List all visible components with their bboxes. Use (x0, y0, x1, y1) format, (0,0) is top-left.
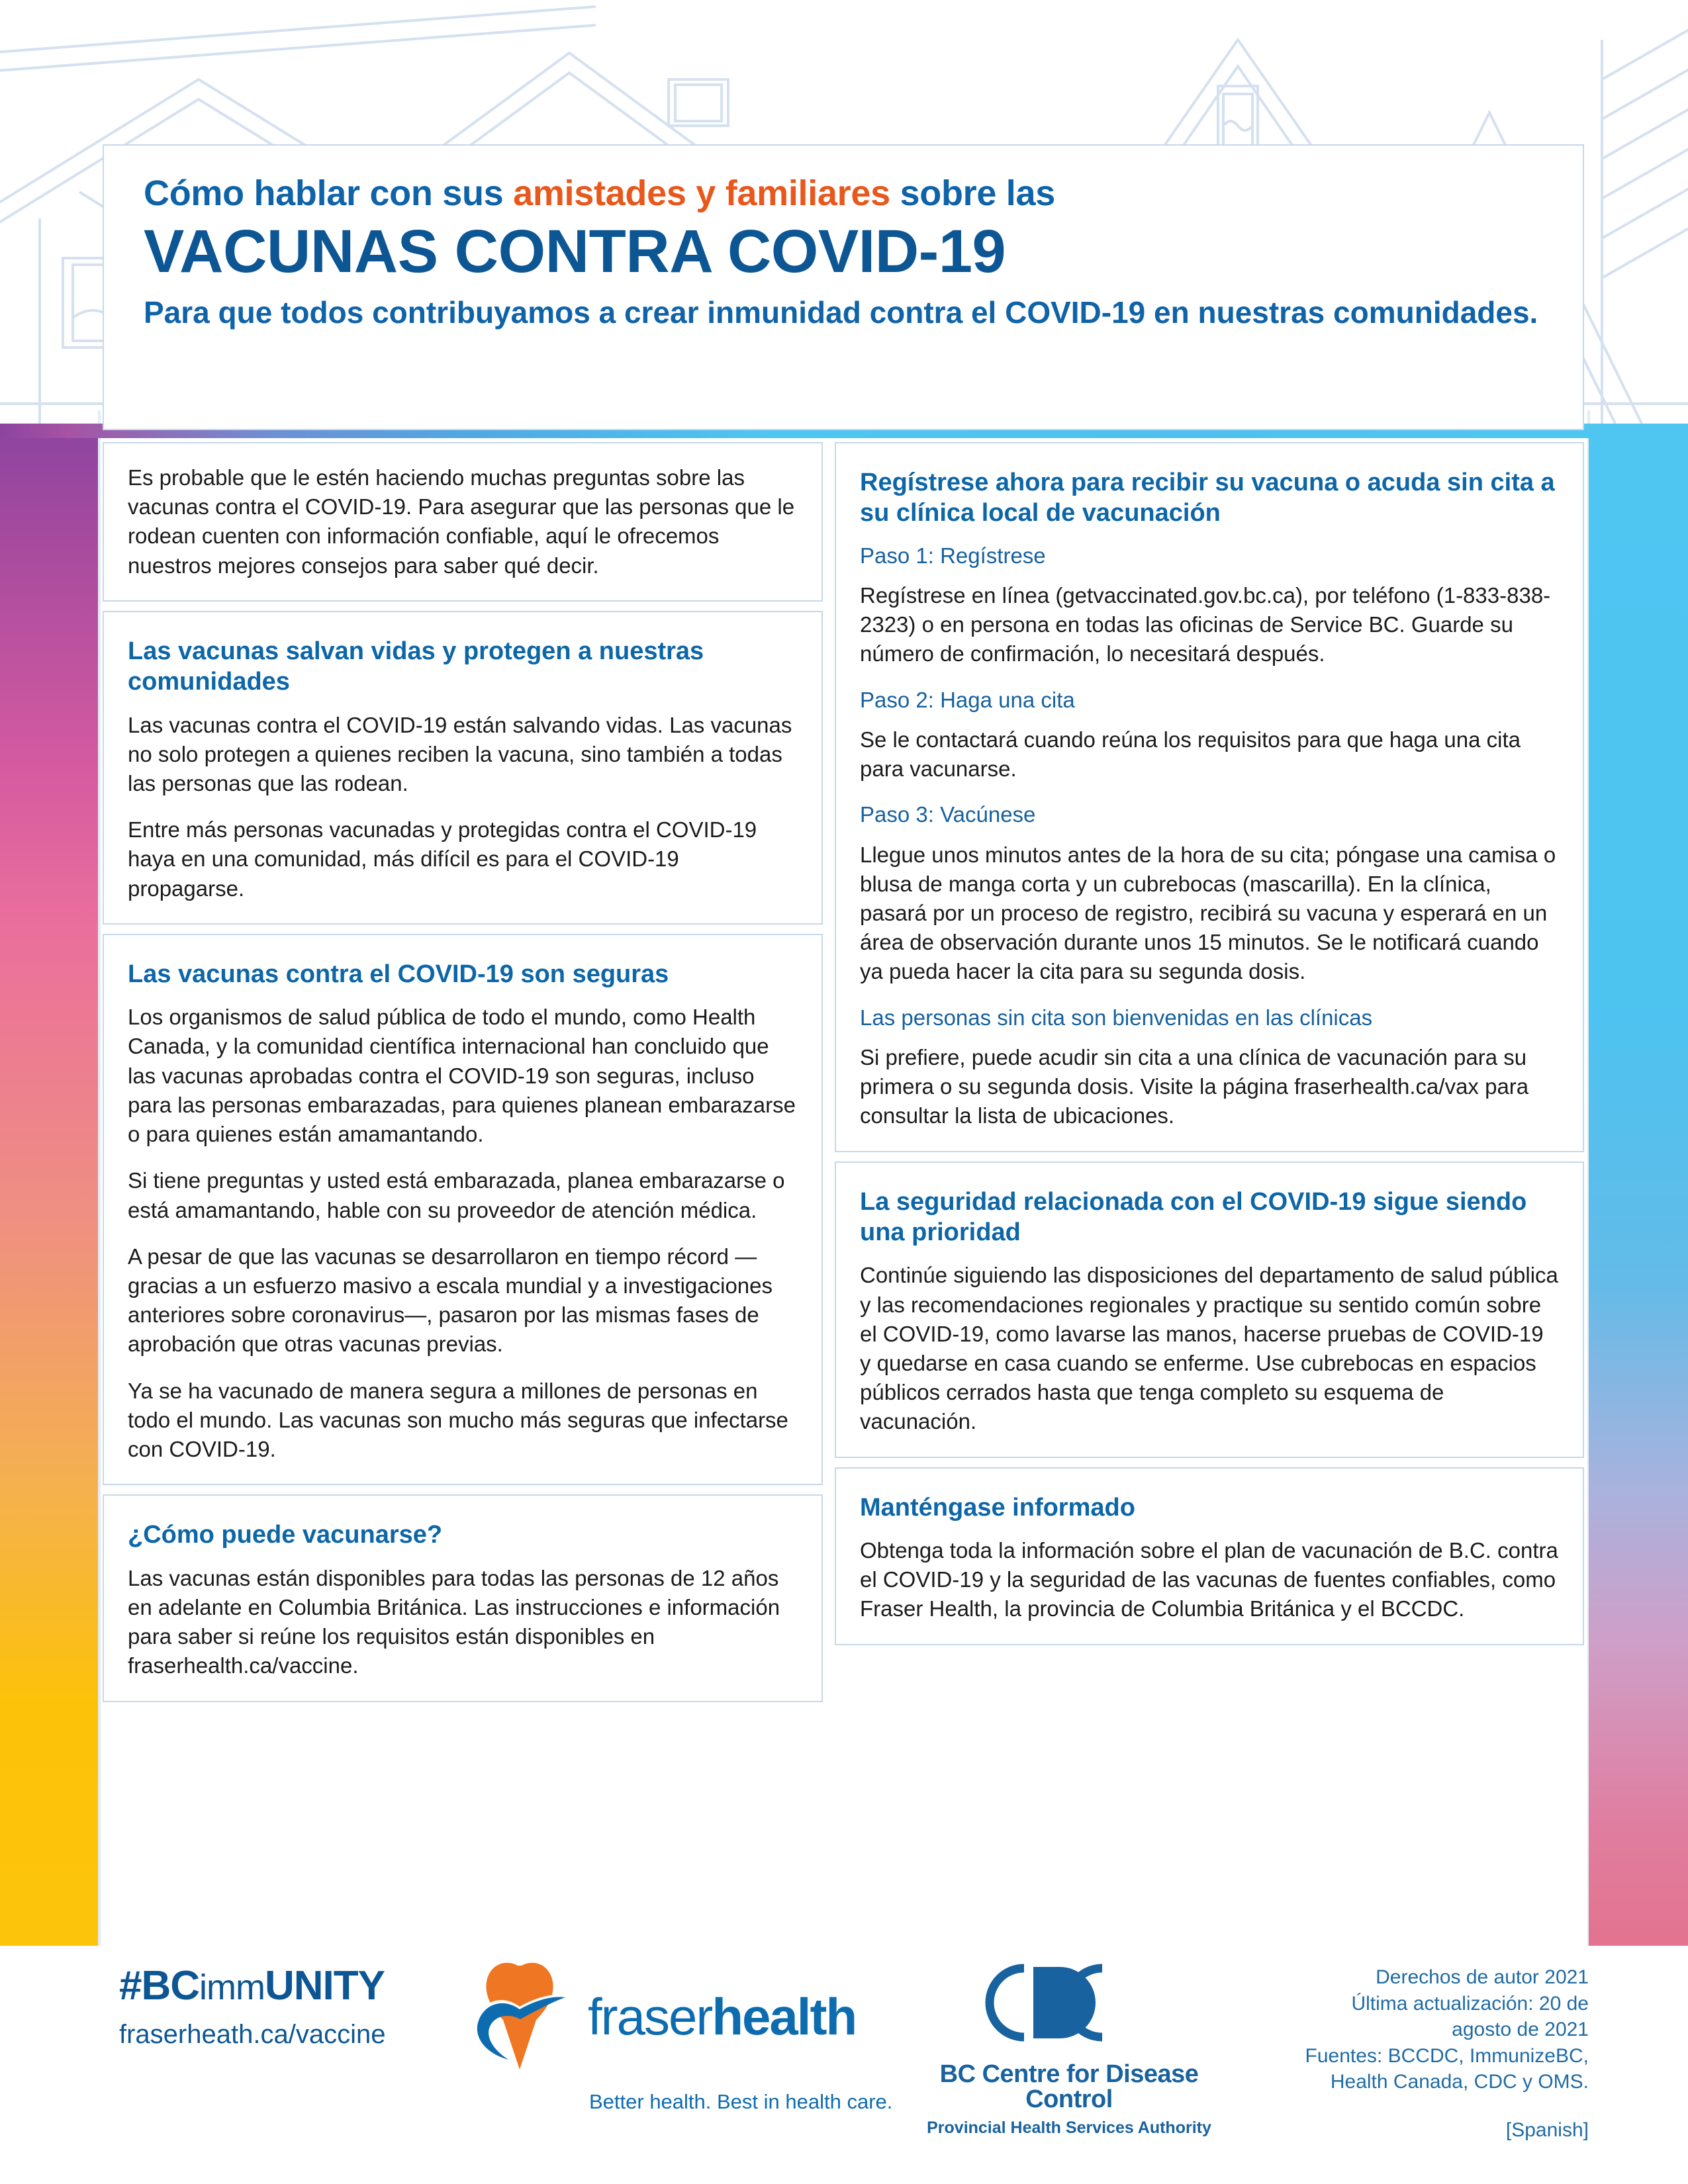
bcimmunity-logo (119, 1963, 386, 2049)
section-heading-register: Regístrese ahora para recibir su vacuna o acuda sin cita a su clínica local de vacunación (860, 469, 1555, 527)
left-column (103, 442, 823, 1711)
card-how-to-get-vaccinated (103, 1494, 823, 1702)
copyright-line-1: Derechos de autor 2021 (1376, 1966, 1589, 1988)
bccdc-authority: Provincial Health Services Authority (927, 2118, 1211, 2137)
step-2-body: Se le contactará cuando reúna los requisitos para que haga una cita para vacunarse. (860, 727, 1521, 782)
title-kicker-highlight: amistades y familiares (513, 173, 890, 213)
safety-paragraph-1: Continúe siguiendo las disposiciones del departamento de salud pública y las recomendaciones regionales y practique su sentido común sobre el COVID-19, como lavarse las manos, hacerse pruebas de COVID-19 y quedarse en casa cuando se enferme. Use cubrebocas en espacios públicos cerrados hasta que tenga completo su esquema de vacunación. (860, 1263, 1558, 1434)
fraserhealth-wordmark (588, 1987, 857, 2046)
section-heading-informed: Manténgase informado (860, 1493, 1135, 1522)
walk-in-title: Las personas sin cita son bienvenidas en las clínicas (860, 1005, 1373, 1030)
step-2-title: Paso 2: Haga una cita (860, 687, 1075, 712)
copyright-line-4: Fuentes: BCCDC, ImmunizeBC, (1305, 2044, 1589, 2067)
informed-paragraph-1: Obtenga toda la información sobre el plan de vacunación de B.C. contra el COVID-19 y la seguridad de las vacunas de fuentes confiables, como Fraser Health, la provincia de Columbia Británica y el BCCDC. (860, 1537, 1558, 1621)
copyright-line-3: agosto de 2021 (1452, 2019, 1589, 2041)
right-column (835, 442, 1584, 1655)
fraserhealth-word-light: fraser (588, 1987, 712, 2046)
card-vaccines-are-safe (103, 934, 823, 1485)
card-intro (103, 442, 823, 602)
step-1-body: Regístrese en línea (getvaccinated.gov.bc.ca), por teléfono (1-833-838-2323) o en persona en todas las oficinas de Service BC. Guarde su número de confirmación, lo necesitará después. (860, 582, 1551, 666)
bccdc-logo (897, 1956, 1241, 2136)
two-column-layout (103, 442, 1584, 1711)
fraserhealth-logo (457, 1954, 892, 2112)
card-covid-safety-priority (835, 1161, 1584, 1458)
language-tag: [Spanish] (1505, 2119, 1589, 2141)
section-heading-lifesaving: Las vacunas salvan vidas y protegen a nuestras comunidades (128, 637, 704, 696)
fraserhealth-word-bold: health (712, 1987, 857, 2046)
step-1-title: Paso 1: Regístrese (860, 543, 1046, 568)
bcimmunity-unity: UNITY (265, 1963, 385, 2009)
walk-in-body: Si prefiere, puede acudir sin cita a una clínica de vacunación para su primera o su segunda dosis. Visite la página fraserhealth.ca/vax para consultar la lista de ubicaciones. (860, 1044, 1529, 1128)
safe-paragraph-1: Los organismos de salud pública de todo el mundo, como Health Canada, y la comunidad científica internacional han concluido que las vacunas aprobadas contra el COVID-19 son seguras, incluso para las personas embarazadas, para quienes planean embarazarse o para quienes están amamantando. (128, 1005, 796, 1147)
intro-paragraph: Es probable que le estén haciendo muchas preguntas sobre las vacunas contra el COVID-19. Para asegurar que las personas que le rodean cuenten con información confiable, aquí le ofrecemos nuestros mejores consejos para saber qué decir. (128, 465, 795, 578)
safe-paragraph-3: A pesar de que las vacunas se desarrollaron en tiempo récord —gracias a un esfuerzo masivo a escala mundial y a investigaciones anteriores sobre coronavirus—, pasaron por las mismas fases de aprobación que otras vacunas previas. (128, 1244, 773, 1357)
step-3-body: Llegue unos minutos antes de la hora de su cita; póngase una camisa o blusa de manga corta y un cubrebocas (mascarilla). En la clínica, pasará por un proceso de registro, recibirá su vacuna y esperará en un área de observación durante unos 15 minutos. Se le notificará cuando ya pueda hacer la cita para su segunda dosis. (860, 842, 1556, 984)
bcimmunity-wordmark (119, 1963, 385, 2009)
bcimmunity-imm: imm (199, 1968, 265, 2007)
title-kicker-before: Cómo hablar con sus (144, 173, 514, 213)
lifesaving-paragraph-2: Entre más personas vacunadas y protegidas contra el COVID-19 haya en una comunidad, más difícil es para el COVID-19 propagarse. (128, 817, 757, 901)
section-heading-howto: ¿Cómo puede vacunarse? (128, 1521, 443, 1549)
card-stay-informed (835, 1467, 1584, 1645)
title-kicker-after: sobre las (890, 173, 1055, 213)
page-title: VACUNAS CONTRA COVID-19 (144, 218, 1006, 286)
title-card (103, 144, 1584, 430)
bcimmunity-url[interactable]: fraserheath.ca/vaccine (119, 2020, 386, 2049)
title-subtitle: Para que todos contribuyamos a crear inmunidad contra el COVID-19 en nuestras comunidades. (144, 295, 1538, 330)
safe-paragraph-4: Ya se ha vacunado de manera segura a millones de personas en todo el mundo. Las vacunas son mucho más seguras que infectarse con COVID-19. (128, 1378, 788, 1462)
section-heading-safety: La seguridad relacionada con el COVID-19 sigue siendo una prioridad (860, 1187, 1527, 1246)
card-register-now (835, 442, 1584, 1152)
copyright-line-5: Health Canada, CDC y OMS. (1330, 2071, 1589, 2093)
bcimmunity-hash: #BC (119, 1963, 200, 2009)
card-vaccines-save-lives (103, 611, 823, 925)
fraserhealth-heart-icon (457, 1954, 583, 2079)
bccdc-mark-icon (963, 1956, 1175, 2049)
fraserhealth-tagline: Better health. Best in health care. (589, 2090, 893, 2113)
howto-paragraph-1: Las vacunas están disponibles para todas las personas de 12 años en adelante en Columbia Británica. Las instrucciones e información para saber si reúne los requisitos están disponibles en fraserhealth.ca/vaccine. (128, 1565, 780, 1678)
lifesaving-paragraph-1: Las vacunas contra el COVID-19 están salvando vidas. Las vacunas no solo protegen a quienes reciben la vacuna, sino también a todas las personas que las rodean. (128, 712, 792, 796)
section-heading-safe: Las vacunas contra el COVID-19 son seguras (128, 960, 669, 988)
copyright-line-2: Última actualización: 20 de (1351, 1992, 1589, 2015)
title-kicker (144, 175, 1543, 212)
footer (0, 1946, 1688, 2184)
bccdc-name: BC Centre for Disease Control (939, 2060, 1199, 2113)
copyright-block (1218, 1964, 1589, 2095)
step-3-title: Paso 3: Vacúnese (860, 802, 1036, 827)
safe-paragraph-2: Si tiene preguntas y usted está embarazada, planea embarazarse o está amamantando, hable con su proveedor de atención médica. (128, 1168, 785, 1222)
content-area (103, 442, 1584, 1711)
